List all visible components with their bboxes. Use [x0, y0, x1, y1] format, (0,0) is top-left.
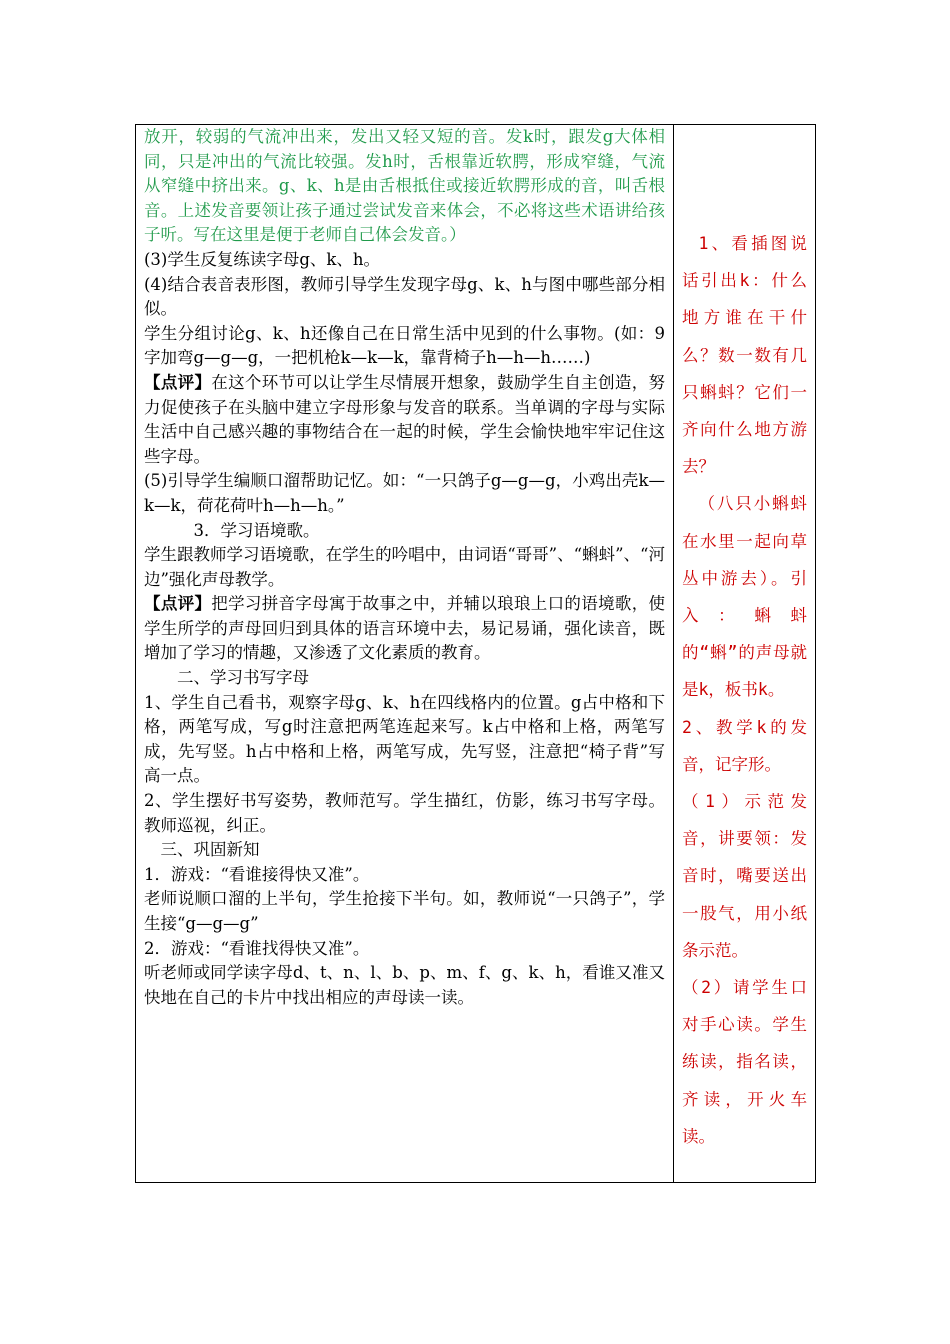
side-text: 2、教学k的发音，记字形。: [682, 717, 807, 774]
main-text: 1．游戏：“看谁接得快又准”。: [144, 864, 370, 884]
main-paragraph: [144, 519, 665, 544]
main-text: 三、巩固新知: [160, 840, 260, 860]
main-text: 二、学习书写字母: [177, 668, 309, 688]
main-text: 2．游戏：“看谁找得快又准”。: [144, 938, 370, 958]
side-notes-column: [674, 125, 815, 1182]
main-paragraph: [144, 371, 665, 469]
main-paragraph: [144, 322, 665, 371]
side-text: （1）示范发音，讲要领：发音时，嘴要送出一股气，用小纸条示范。: [682, 792, 807, 960]
main-text: 老师说顺口溜的上半句，学生抢接下半句。如，教师说“一只鸽子”，学生接“g—g—g”: [144, 889, 665, 933]
main-paragraph: [144, 691, 665, 789]
main-text: 学生分组讨论g、k、h还像自己在日常生活中见到的什么事物。(如：9字加弯g—g—g，一把机枪k—k—k，靠背椅子h—h—h……): [144, 323, 665, 368]
main-paragraph: [144, 789, 665, 838]
main-paragraph: [144, 592, 665, 666]
side-paragraph: [682, 225, 807, 485]
main-paragraph: [144, 469, 665, 518]
main-text: 学生跟教师学习语境歌，在学生的吟唱中，由词语“哥哥”、“蝌蚪”、“河边”强化声母教学。: [144, 545, 665, 589]
main-paragraph: [144, 666, 665, 691]
main-text: 3．学习语境歌。: [193, 520, 320, 540]
comment-tag: 【点评】: [144, 594, 212, 614]
side-paragraph: [682, 969, 807, 1155]
lesson-plan-table: [135, 124, 816, 1183]
main-paragraph: [144, 838, 665, 863]
main-paragraph: [144, 863, 665, 888]
main-text: (3)学生反复练读字母g、k、h。: [144, 249, 381, 269]
main-paragraph: [144, 125, 665, 248]
side-paragraph: [682, 485, 807, 708]
side-paragraph: [682, 783, 807, 969]
main-text: 1、学生自己看书，观察字母g、k、h在四线格内的位置。g占中格和下格，两笔写成，写g时注意把两笔连起来写。k占中格和上格，两笔写成，先写竖。h占中格和上格，两笔写成，先写竖，注意把“椅子背”写高一点。: [144, 692, 665, 786]
main-text: 放开，较弱的气流冲出来，发出又轻又短的音。发k时，跟发g大体相同，只是冲出的气流比较强。发h时，舌根靠近软腭，形成窄缝，气流从窄缝中挤出来。g、k、h是由舌根抵住或接近软腭形成的音，叫舌根音。上述发音要领让孩子通过尝试发音来体会，不必将这些术语讲给孩子听。写在这里是便于老师自己体会发音。）: [144, 127, 665, 245]
main-paragraph: [144, 937, 665, 962]
side-text: （八只小蝌蚪在水里一起向草丛中游去）。引入：蝌蚪的“蝌”的声母就是k，板书k。: [682, 494, 807, 700]
main-text: 2、学生摆好书写姿势，教师范写。学生描红，仿影，练习书写字母。教师巡视，纠正。: [144, 791, 665, 835]
main-paragraph: [144, 887, 665, 936]
side-paragraph: [682, 709, 807, 783]
side-text: 1、看插图说话引出k：什么地方谁在干什么？数一数有几只蝌蚪？它们一齐向什么地方游去？: [682, 234, 807, 477]
main-paragraph: [144, 248, 665, 273]
main-paragraph: [144, 543, 665, 592]
main-text: (4)结合表音表形图，教师引导学生发现字母g、k、h与图中哪些部分相似。: [144, 274, 665, 319]
comment-tag: 【点评】: [144, 372, 212, 392]
side-text: （2）请学生口对手心读。学生练读，指名读，齐读，开火车读。: [682, 978, 807, 1146]
main-text: 把学习拼音字母寓于故事之中，并辅以琅琅上口的语境歌，使学生所学的声母回归到具体的语言环境中去，易记易诵，强化读音，既增加了学习的情趣，又渗透了文化素质的教育。: [144, 594, 666, 663]
main-paragraph: [144, 961, 665, 1010]
main-content-column: [136, 125, 674, 1182]
main-text: (5)引导学生编顺口溜帮助记忆。如：“一只鸽子g—g—g，小鸡出壳k—k—k，荷花荷叶h—h—h。”: [144, 471, 665, 515]
main-paragraph: [144, 273, 665, 322]
main-text: 在这个环节可以让学生尽情展开想象，鼓励学生自主创造，努力促使孩子在头脑中建立字母形象与发音的联系。当单调的字母与实际生活中自己感兴趣的事物结合在一起的时候，学生会愉快地牢牢记住这些字母。: [144, 372, 666, 466]
main-text: 听老师或同学读字母d、t、n、l、b、p、m、f、g、k、h，看谁又准又快地在自己的卡片中找出相应的声母读一读。: [144, 963, 665, 1007]
